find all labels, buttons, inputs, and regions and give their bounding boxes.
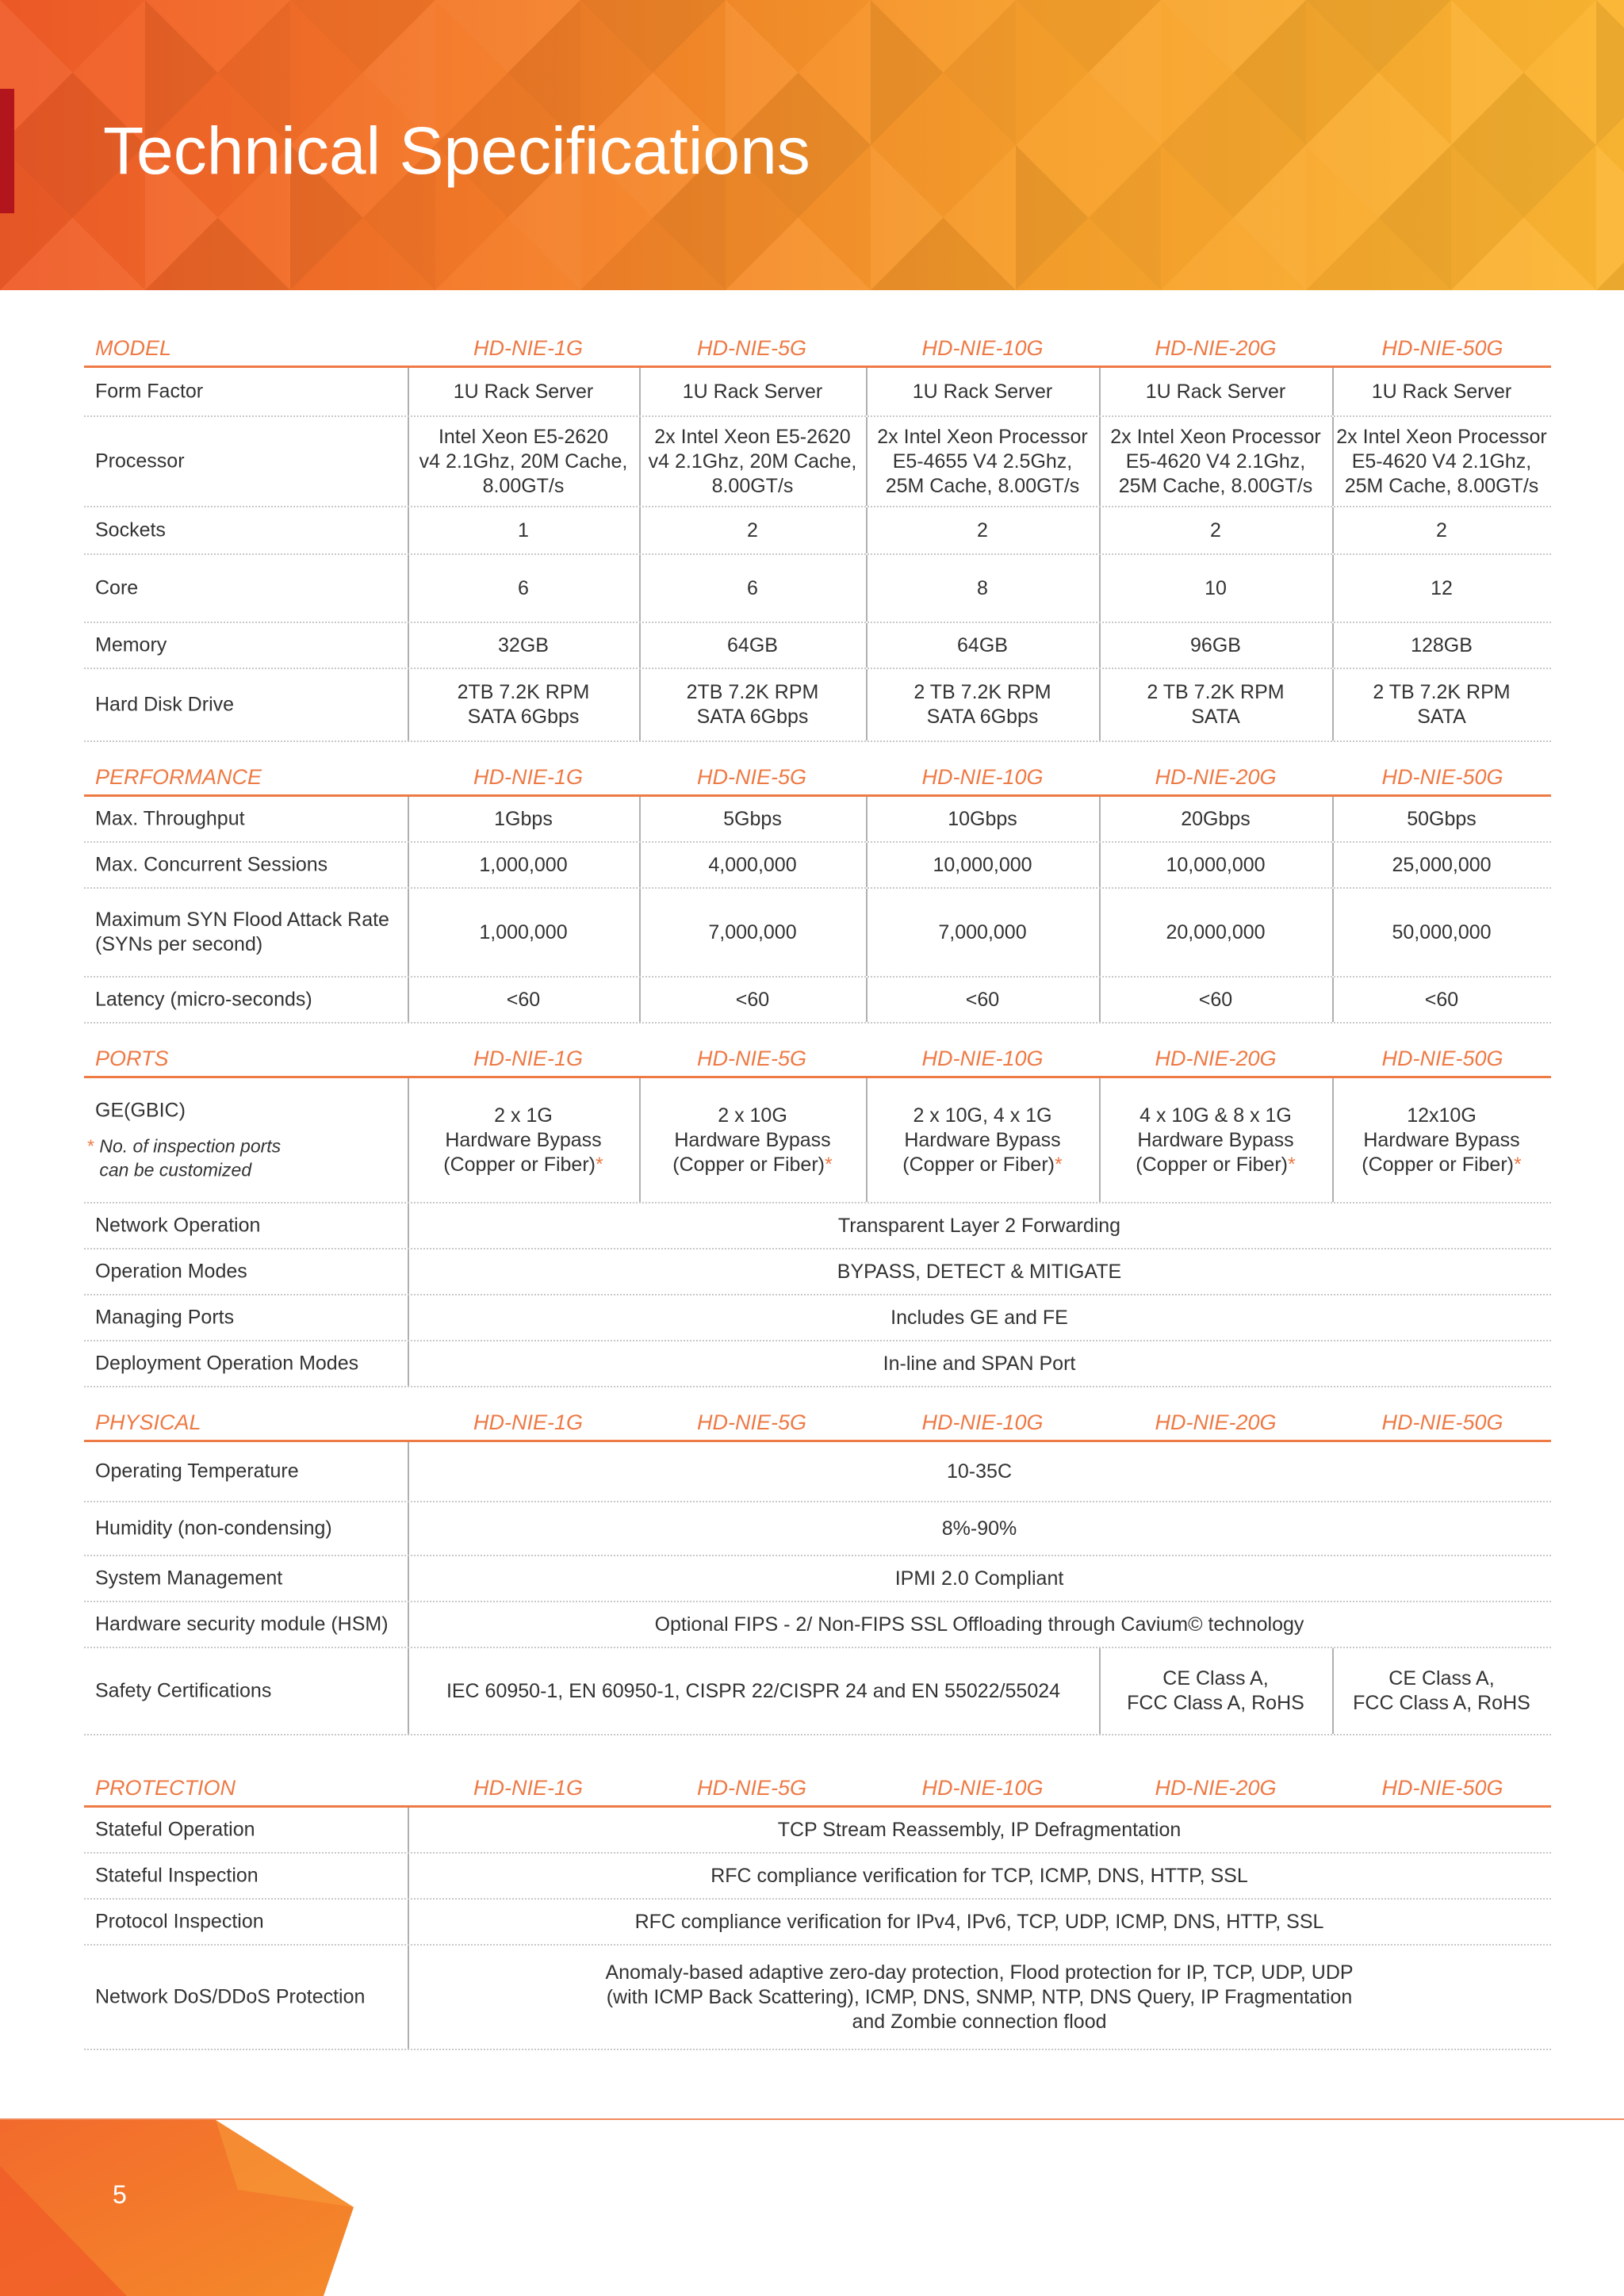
model-header: HD-NIE-20G [1155,1047,1277,1070]
cell-text: 2 x 10G, 4 x 1G Hardware Bypass (Copper or Fiber)* [902,1104,1063,1176]
cell-text: 1U Rack Server [912,380,1053,403]
table-cell [1099,623,1332,668]
cell-text: <60 [965,988,1000,1011]
accent-bar [0,89,14,213]
table-cell [408,1946,1551,2049]
cell-text: 2 TB 7.2K RPM SATA 6Gbps [914,681,1051,728]
table-cell [639,1078,866,1202]
cell-text: 2 TB 7.2K RPM SATA [1373,681,1511,728]
table-cell [866,797,1099,841]
table-cell [639,843,866,887]
row-label-text: Operation Modes [95,1260,247,1283]
row-label [87,1099,400,1182]
table-row [84,368,1551,417]
section-spacer [84,2050,1551,2058]
cell-text: 2x Intel Xeon Processor E5-4620 V4 2.1Ghz, 25M Cache, 8.00GT/s [1336,425,1547,497]
table-cell [639,889,866,976]
cell-text: 1U Rack Server [1145,380,1286,403]
model-header: HD-NIE-10G [921,1047,1044,1070]
row-label [95,1517,400,1541]
asterisk-icon: * [1288,1153,1296,1176]
section-spacer [84,1387,1551,1395]
model-header: HD-NIE-5G [696,765,806,789]
cell-text: 25,000,000 [1392,853,1492,876]
row-label-text: Maximum SYN Flood Attack Rate (SYNs per second) [95,909,389,955]
table-cell [866,843,1099,887]
row-label [95,853,400,878]
cell-text: 6 [518,576,529,599]
table-cell [408,1502,1551,1555]
table-cell [408,843,639,887]
table-cell [408,1442,1551,1501]
section-title: PERFORMANCE [95,765,262,789]
model-header: HD-NIE-1G [473,1410,583,1434]
table-cell [639,797,866,841]
row-label [95,908,400,957]
cell-text: 2 [747,519,758,541]
row-label [95,1460,400,1484]
row-label-text: Max. Concurrent Sessions [95,853,328,876]
model-header: HD-NIE-20G [1155,336,1277,360]
cell-text: <60 [1198,988,1233,1011]
table-cell [1332,797,1551,841]
table-cell [408,1078,639,1202]
table-row [84,797,1551,843]
cell-text: 10-35C [947,1460,1012,1483]
row-label-text: Hardware security module (HSM) [95,1613,389,1636]
asterisk-icon: * [596,1153,603,1176]
row-label-text: Sockets [95,519,166,541]
table-row [84,1249,1551,1295]
table-cell [408,1556,1551,1601]
row-label [95,807,400,832]
model-header: HD-NIE-1G [473,336,583,360]
table-row [84,1808,1551,1854]
section-spacer [84,742,1551,750]
asterisk-icon: * [87,1135,100,1157]
section-performance [84,750,1551,1031]
row-label-text: Deployment Operation Modes [95,1352,359,1375]
cell-text: 2 [977,519,988,541]
section-header [84,1395,1551,1442]
model-header: HD-NIE-20G [1155,1410,1277,1434]
page-title: Technical Specifications [103,113,810,188]
table-cell [639,368,866,415]
table-row [84,1648,1551,1735]
row-label-text: Safety Certifications [95,1679,272,1702]
table-cell [408,1203,1551,1248]
table-cell [866,507,1099,553]
model-header: HD-NIE-10G [921,336,1044,360]
table-cell [866,623,1099,668]
section-physical [84,1395,1551,1761]
model-header: HD-NIE-50G [1381,765,1503,789]
cell-text: TCP Stream Reassembly, IP Defragmentation [777,1818,1182,1841]
row-label-text: Operating Temperature [95,1460,299,1483]
table-cell [639,623,866,668]
cell-text: 64GB [727,633,778,656]
cell-text: CE Class A, FCC Class A, RoHS [1127,1667,1304,1714]
table-cell [639,507,866,553]
cell-text: 4 x 10G & 8 x 1G Hardware Bypass (Copper or Fiber)* [1136,1104,1296,1176]
table-row [84,1946,1551,2050]
table-cell [408,978,639,1022]
footer-shape [0,2118,1624,2296]
cell-text: 2 x 10G Hardware Bypass (Copper or Fiber)* [672,1104,833,1176]
cell-text: 96GB [1190,633,1241,656]
table-cell [1099,368,1332,415]
cell-text: Anomaly-based adaptive zero-day protection, Flood protection for IP, TCP, UDP, UDP (with ICMP Back Scattering), ICMP, DNS, SNMP, NTP, DNS Query, IP Fragmentation and Zombie connection flood [605,1961,1354,2033]
section-title: PORTS [95,1047,169,1070]
table-row [84,1203,1551,1249]
section-title: PHYSICAL [95,1410,201,1434]
cell-text: 1Gbps [494,807,553,830]
cell-text: 64GB [957,633,1008,656]
row-label-text: GE(GBIC) [95,1099,186,1122]
cell-text: Optional FIPS - 2/ Non-FIPS SSL Offloading through Cavium© technology [654,1613,1304,1636]
page-number: 5 [113,2180,127,2209]
model-header: HD-NIE-20G [1155,765,1277,789]
footer [0,2118,1624,2296]
table-cell [408,1854,1551,1898]
table-cell [1332,843,1551,887]
model-header: HD-NIE-5G [696,1410,806,1434]
table-cell [1332,1648,1551,1734]
table-cell [408,368,639,415]
cell-text: 1U Rack Server [1371,380,1512,403]
cell-text: 2TB 7.2K RPM SATA 6Gbps [686,681,819,728]
model-header: HD-NIE-1G [473,1047,583,1070]
table-cell [408,1808,1551,1852]
cell-text: IEC 60950-1, EN 60950-1, CISPR 22/CISPR 24 and EN 55022/55024 [446,1679,1061,1702]
cell-text: <60 [506,988,541,1011]
table-cell [408,1900,1551,1944]
cell-text: 10,000,000 [933,853,1032,876]
cell-text: 7,000,000 [938,920,1027,943]
table-cell [408,797,639,841]
model-header: HD-NIE-50G [1381,1410,1503,1434]
cell-text: BYPASS, DETECT & MITIGATE [837,1260,1122,1283]
section-header [84,1031,1551,1078]
model-header: HD-NIE-50G [1381,1776,1503,1800]
row-label [95,1910,400,1934]
table-row [84,1341,1551,1387]
cell-text: 1,000,000 [479,853,568,876]
section-spacer [84,1735,1551,1761]
table-row [84,1502,1551,1556]
row-label [95,519,400,543]
cell-text: CE Class A, FCC Class A, RoHS [1353,1667,1530,1714]
row-label-text: Humidity (non-condensing) [95,1517,332,1540]
section-title: PROTECTION [95,1776,236,1800]
table-cell [1332,507,1551,553]
cell-text: 12 [1431,576,1453,599]
asterisk-icon: * [1055,1153,1063,1176]
row-label [95,633,400,658]
cell-text: 128GB [1411,633,1473,656]
table-cell [408,889,639,976]
cell-text: 2x Intel Xeon Processor E5-4620 V4 2.1Ghz, 25M Cache, 8.00GT/s [1110,425,1321,497]
table-cell [866,555,1099,622]
table-row [84,843,1551,889]
cell-text: RFC compliance verification for TCP, ICMP, DNS, HTTP, SSL [710,1864,1248,1887]
row-label [95,1679,400,1704]
table-row [84,555,1551,623]
section-model [84,321,1551,750]
row-label [95,450,400,474]
table-row [84,623,1551,669]
cell-text: 2 TB 7.2K RPM SATA [1147,681,1285,728]
row-label-text: Hard Disk Drive [95,693,235,716]
table-cell [408,417,639,506]
model-header: HD-NIE-50G [1381,336,1503,360]
row-label [95,1214,400,1238]
cell-text: 7,000,000 [708,920,797,943]
table-row [84,1078,1551,1203]
table-row [84,1602,1551,1648]
spec-table [84,321,1551,2058]
model-header: HD-NIE-5G [696,1776,806,1800]
table-cell [408,1249,1551,1294]
table-cell [408,1648,1099,1734]
cell-text: 20,000,000 [1166,920,1266,943]
row-label-text: System Management [95,1567,283,1590]
row-label-text: Stateful Inspection [95,1864,259,1887]
table-cell [1332,368,1551,415]
table-cell [639,555,866,622]
row-label-text: Form Factor [95,380,204,403]
row-label-text: Processor [95,450,185,473]
cell-text: 8 [977,576,988,599]
cell-text: 4,000,000 [708,853,797,876]
table-cell [408,555,639,622]
table-cell [1099,797,1332,841]
table-cell [1332,1078,1551,1202]
model-header: HD-NIE-50G [1381,1047,1503,1070]
cell-text: <60 [735,988,770,1011]
table-row [84,1295,1551,1341]
cell-text: 12x10G Hardware Bypass (Copper or Fiber)* [1362,1104,1522,1176]
row-label [95,380,400,404]
cell-text: 1,000,000 [479,920,568,943]
table-cell [1332,623,1551,668]
cell-text: 2TB 7.2K RPM SATA 6Gbps [457,681,590,728]
cell-text: In-line and SPAN Port [883,1352,1076,1375]
table-cell [866,669,1099,740]
table-cell [408,1341,1551,1386]
table-cell [639,669,866,740]
row-label [95,1818,400,1843]
row-label [95,693,400,718]
table-cell [1332,669,1551,740]
model-header: HD-NIE-10G [921,1776,1044,1800]
section-header [84,750,1551,797]
cell-text: 50Gbps [1407,807,1477,830]
cell-text: 2 [1210,519,1221,541]
table-cell [408,1295,1551,1340]
cell-text: 6 [747,576,758,599]
row-label-text: Latency (micro-seconds) [95,988,312,1011]
section-protection [84,1761,1551,2058]
table-cell [1099,1648,1332,1734]
cell-text: 1U Rack Server [453,380,594,403]
row-label-text: Core [95,576,139,599]
cell-text: 1U Rack Server [682,380,823,403]
cell-text: 1 [518,519,529,541]
table-cell [408,1602,1551,1647]
asterisk-icon: * [825,1153,833,1176]
cell-text: 2 x 1G Hardware Bypass (Copper or Fiber)* [443,1104,603,1176]
cell-text: 2x Intel Xeon Processor E5-4655 V4 2.5Ghz, 25M Cache, 8.00GT/s [877,425,1088,497]
section-title: MODEL [95,336,172,360]
table-row [84,978,1551,1024]
row-label-text: Managing Ports [95,1306,235,1329]
model-header: HD-NIE-5G [696,1047,806,1070]
cell-text: 10 [1205,576,1227,599]
row-label [95,1567,400,1591]
table-cell [1332,417,1551,506]
row-label [95,1613,400,1637]
row-label [95,576,400,601]
cell-text: Intel Xeon E5-2620 v4 2.1Ghz, 20M Cache, 8.00GT/s [419,425,628,497]
row-label [95,1985,400,2010]
table-cell [866,978,1099,1022]
row-note [87,1135,400,1182]
cell-text: 2x Intel Xeon E5-2620 v4 2.1Ghz, 20M Cache, 8.00GT/s [648,425,857,497]
cell-text: 2 [1436,519,1447,541]
cell-text: 5Gbps [723,807,782,830]
model-header: HD-NIE-10G [921,765,1044,789]
row-label [95,1864,400,1888]
table-cell [866,889,1099,976]
table-cell [1332,978,1551,1022]
table-row [84,889,1551,978]
cell-text: Includes GE and FE [891,1306,1068,1329]
table-cell [1332,555,1551,622]
cell-text: RFC compliance verification for IPv4, IPv6, TCP, UDP, ICMP, DNS, HTTP, SSL [634,1910,1324,1933]
table-row [84,1442,1551,1502]
model-header: HD-NIE-1G [473,1776,583,1800]
model-header: HD-NIE-10G [921,1410,1044,1434]
table-row [84,1854,1551,1900]
table-cell [1099,555,1332,622]
table-cell [639,417,866,506]
table-cell [1099,843,1332,887]
cell-text: 8%-90% [941,1517,1017,1540]
cell-text: 20Gbps [1181,807,1251,830]
table-cell [408,623,639,668]
row-label [95,1260,400,1284]
section-ports [84,1031,1551,1395]
row-label [95,1352,400,1376]
table-row [84,417,1551,507]
table-cell [1099,507,1332,553]
cell-text: <60 [1424,988,1459,1011]
table-row [84,669,1551,742]
row-label-text: Stateful Operation [95,1818,255,1841]
cell-text: 10,000,000 [1166,853,1266,876]
row-label-text: Network DoS/DDoS Protection [95,1985,366,2008]
table-cell [1099,669,1332,740]
row-label-text: Max. Throughput [95,807,245,830]
section-spacer [84,1024,1551,1031]
table-cell [866,1078,1099,1202]
row-label-text: Memory [95,633,167,656]
table-cell [1332,889,1551,976]
row-label-text: Network Operation [95,1214,261,1237]
table-row [84,1556,1551,1602]
cell-text: Transparent Layer 2 Forwarding [837,1214,1121,1237]
cell-text: 10Gbps [948,807,1017,830]
table-cell [1099,889,1332,976]
row-note-text: No. of inspection ports can be customized [99,1135,282,1181]
row-label [95,988,400,1012]
cell-text: IPMI 2.0 Compliant [894,1567,1064,1590]
table-cell [408,669,639,740]
section-header [84,1761,1551,1808]
row-label [95,1306,400,1330]
cell-text: 32GB [498,633,549,656]
table-cell [408,507,639,553]
table-row [84,507,1551,555]
section-header [84,321,1551,368]
model-header: HD-NIE-20G [1155,1776,1277,1800]
row-label-text: Protocol Inspection [95,1910,264,1933]
table-cell [866,417,1099,506]
table-cell [639,978,866,1022]
table-row [84,1900,1551,1946]
model-header: HD-NIE-5G [696,336,806,360]
table-cell [866,368,1099,415]
cell-text: 50,000,000 [1392,920,1492,943]
asterisk-icon: * [1514,1153,1522,1176]
table-cell [1099,978,1332,1022]
table-cell [1099,1078,1332,1202]
model-header: HD-NIE-1G [473,765,583,789]
table-cell [1099,417,1332,506]
